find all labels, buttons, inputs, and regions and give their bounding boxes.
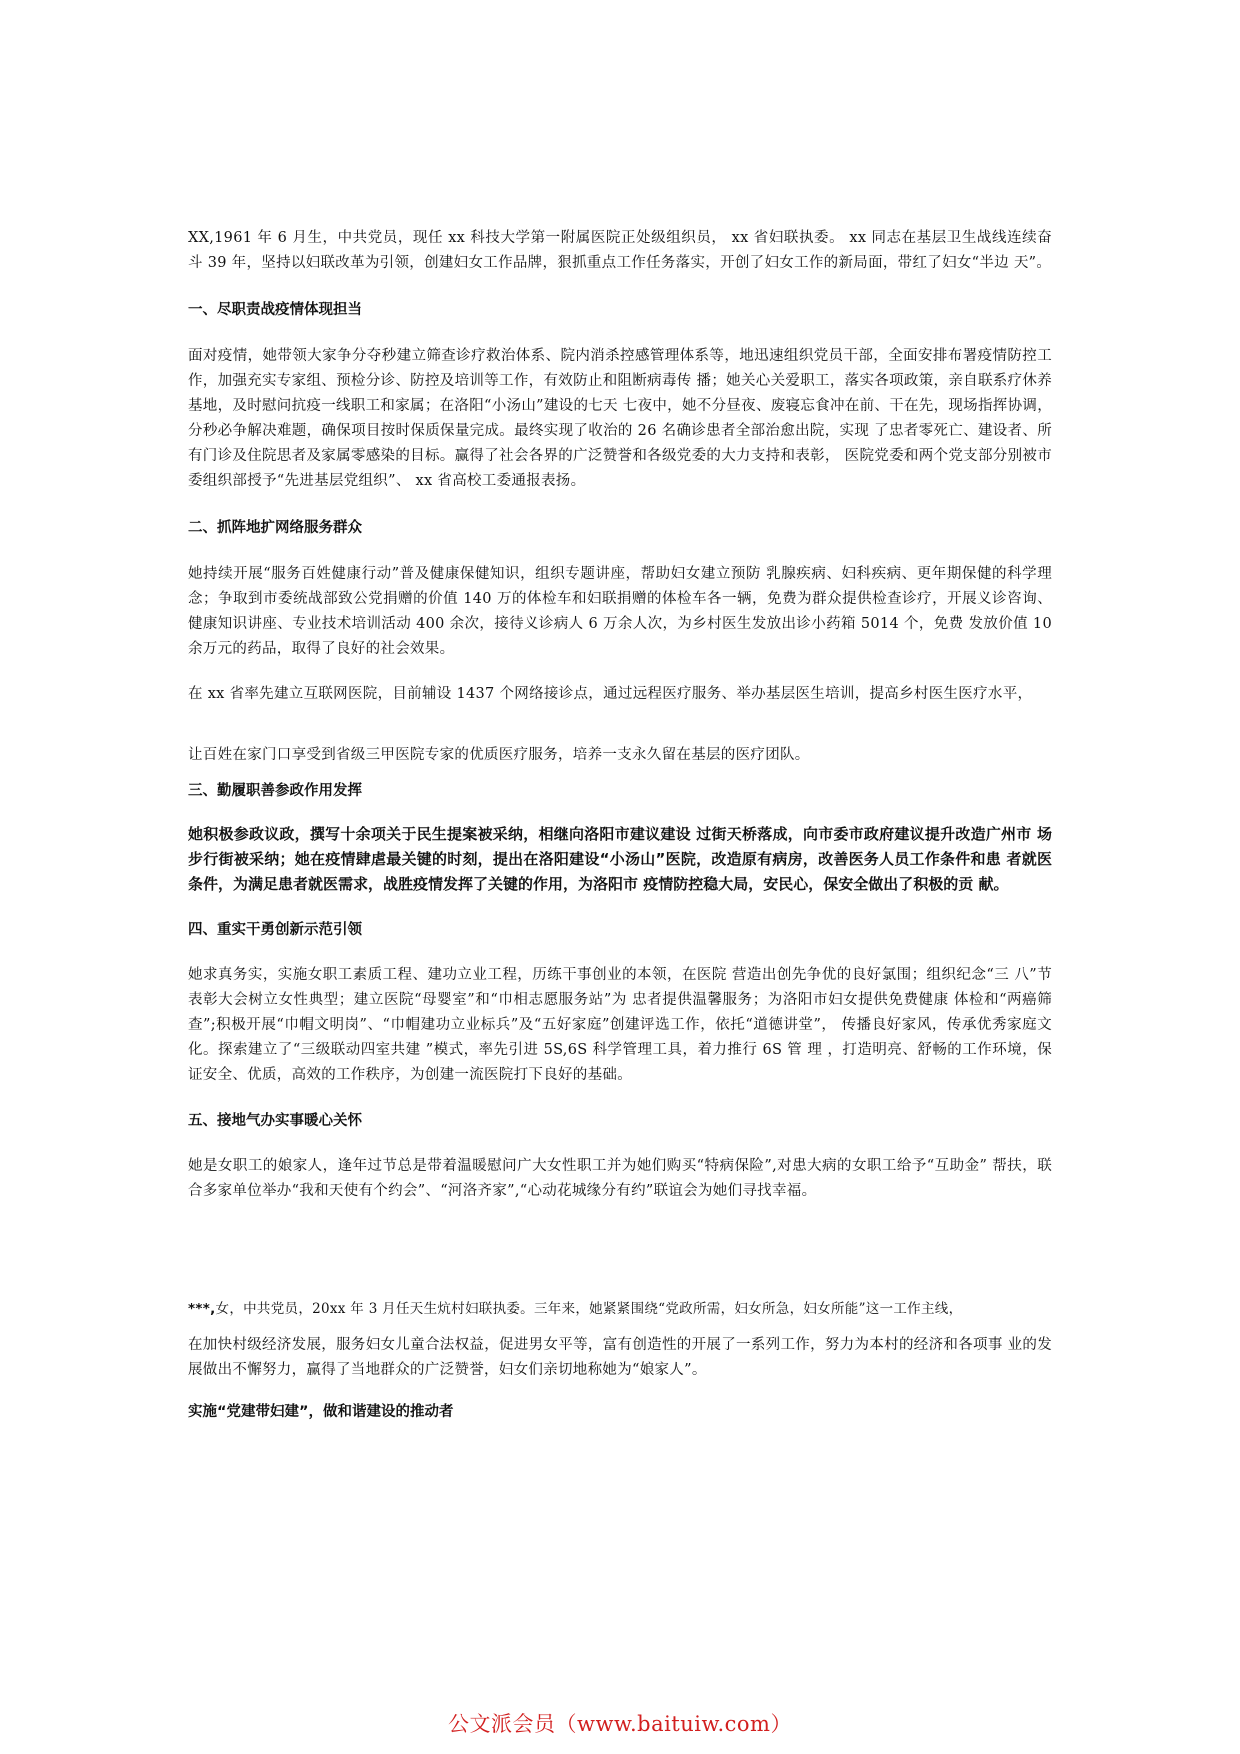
section-5-heading: 五、接地气办实事暖心关怀 — [188, 1113, 362, 1129]
second-profile-paragraph: 在加快村级经济发展，服务妇女儿童合法权益，促进男女平等，富有创造性的开展了一系列工作，努力为本村的经济和各项事 业的发展做出不懈努力，赢得了当地群众的广泛赞誉，妇女们亲切地称她为“娘家人”。 — [188, 1337, 1052, 1378]
section-3-paragraph: 她积极参政议政，撰写十余项关于民生提案被采纳，相继向洛阳市建议建设 过街天桥落成，向市委市政府建议提升改造广州市 场步行街被采纳；她在疫情肆虐最关键的时刻，提出在洛阳建设“小汤山”医院，改造原有病房，改善医务人员工作条件和患 者就医条件，为满足患者就医需求，战胜疫情发挥了关键的作用，为洛阳市 疫情防控稳大局，安民心，保安全做出了积极的贡 献。 — [188, 825, 1052, 893]
section-5-paragraph: 她是女职工的娘家人，逢年过节总是带着温暖慰问广大女性职工并为她们购买“特病保险”,对患大病的女职工给予“互助金” 帮扶，联合多家单位举办“我和天使有个约会”、“河洛齐家”,“心动花城缘分有约”联谊会为她们寻找幸福。 — [188, 1158, 1052, 1199]
section-4-paragraph: 她求真务实，实施女职工素质工程、建功立业工程，历练干事创业的本领，在医院 营造出创先争优的良好氯围；组织纪念“三 八”节表彰大会树立女性典型；建立医院“母婴室”和“巾相志愿服务站”为 忠者提供温馨服务；为洛阳市妇女提供免费健康 体检和“两癌筛查”;积极开展“巾帽文明岗”、“巾帽建功立业标兵”及“五好家庭”创建评选工作，依托“道德讲堂”， 传播良好家风，传承优秀家庭文化。探索建立了“三级联动四室共建 ”模式，率先引进 5S,6S 科学管理工具，着力推行 6S 管 理 ，打造明亮、舒畅的工作环境，保证安全、优质，高效的工作秩序，为创建一流医院打下良好的基础。 — [188, 967, 1052, 1083]
footer-watermark: 公文派会员（www.baituiw.com） — [448, 1712, 792, 1736]
section-1-heading: 一、尽职责战疫情体现担当 — [188, 302, 362, 318]
second-profile-heading: 实施“党建带妇建”，做和谐建设的推动者 — [188, 1404, 454, 1420]
second-profile-name: ***, — [188, 1301, 216, 1317]
section-2-paragraph-2: 在 xx 省率先建立互联网医院，目前辅设 1437 个网络接诊点，通过远程医疗服务、举办基层医生培训，提高乡村医生医疗水平， — [188, 686, 1033, 702]
intro-paragraph: XX,1961 年 6 月生，中共党员，现任 xx 科技大学第一附属医院正处级组织员， xx 省妇联执委。 xx 同志在基层卫生战线连续奋 斗 39 年，坚持以妇联改革为引领，创建妇女工作品牌，狠抓重点工作任务落实，开创了妇女工作的新局面，带红了妇女“半边 天”。 — [188, 230, 1052, 271]
second-profile-intro-text: 女，中共党员，20xx 年 3 月任天生炕村妇联执委。三年来，她紧紧围绕“党政所需，妇女所急，妇女所能”这一工作主线， — [215, 1301, 963, 1317]
second-profile-intro — [188, 1300, 1052, 1319]
section-3-heading: 三、勤履职善参政作用发挥 — [188, 783, 362, 799]
section-4-heading: 四、重实干勇创新示范引领 — [188, 922, 362, 938]
section-2-paragraph-1: 她持续开展“服务百姓健康行动”普及健康保健知识，组织专题讲座，帮助妇女建立预防 乳腺疾病、妇科疾病、更年期保健的科学理念；争取到市委统战部致公党捐赠的价值 140 万的体检车和妇联捐赠的体检车各一辆，免费为群众提供检查诊疗，开展义诊咨询、健康知识讲座、专业技术培训活动 400 余次，接待义诊病人 6 万余人次，为乡村医生发放出诊小药箱 5014 个，免费 发放价值 10 余万元的药品，取得了良好的社会效果。 — [188, 566, 1052, 657]
section-1-paragraph: 面对疫情，她带领大家争分夺秒建立筛查诊疗救治体系、院内消杀控感管理体系等，地迅速组织党员干部，全面安排布署疫情防控工作，加强充实专家组、预检分诊、防控及培训等工作，有效防止和阻断病毒传 播；她关心关爱职工，落实各项政策，亲自联系疗休养基地，及时慰问抗疫一线职工和家属；在洛阳“小汤山”建设的七天 七夜中，她不分昼夜、废寝忘食冲在前、干在先，现场指挥协调，分秒必争解决难题，确保项目按时保质保量完成。最终实现了收治的 26 名确诊患者全部治愈出院，实现 了忠者零死亡、建设者、所有门诊及住院思者及家属零感染的目标。赢得了社会各界的广泛赞誉和各级党委的大力支持和表彰， 医院党委和两个党支部分别被市委组织部授予“先进基层党组织”、 xx 省高校工委通报表扬。 — [188, 348, 1052, 489]
section-2-heading: 二、抓阵地扩网络服务群众 — [188, 520, 362, 536]
document-body — [188, 226, 1052, 1423]
section-2-paragraph-3: 让百姓在家门口享受到省级三甲医院专家的优质医疗服务，培养一支永久留在基层的医疗团队。 — [188, 747, 810, 763]
